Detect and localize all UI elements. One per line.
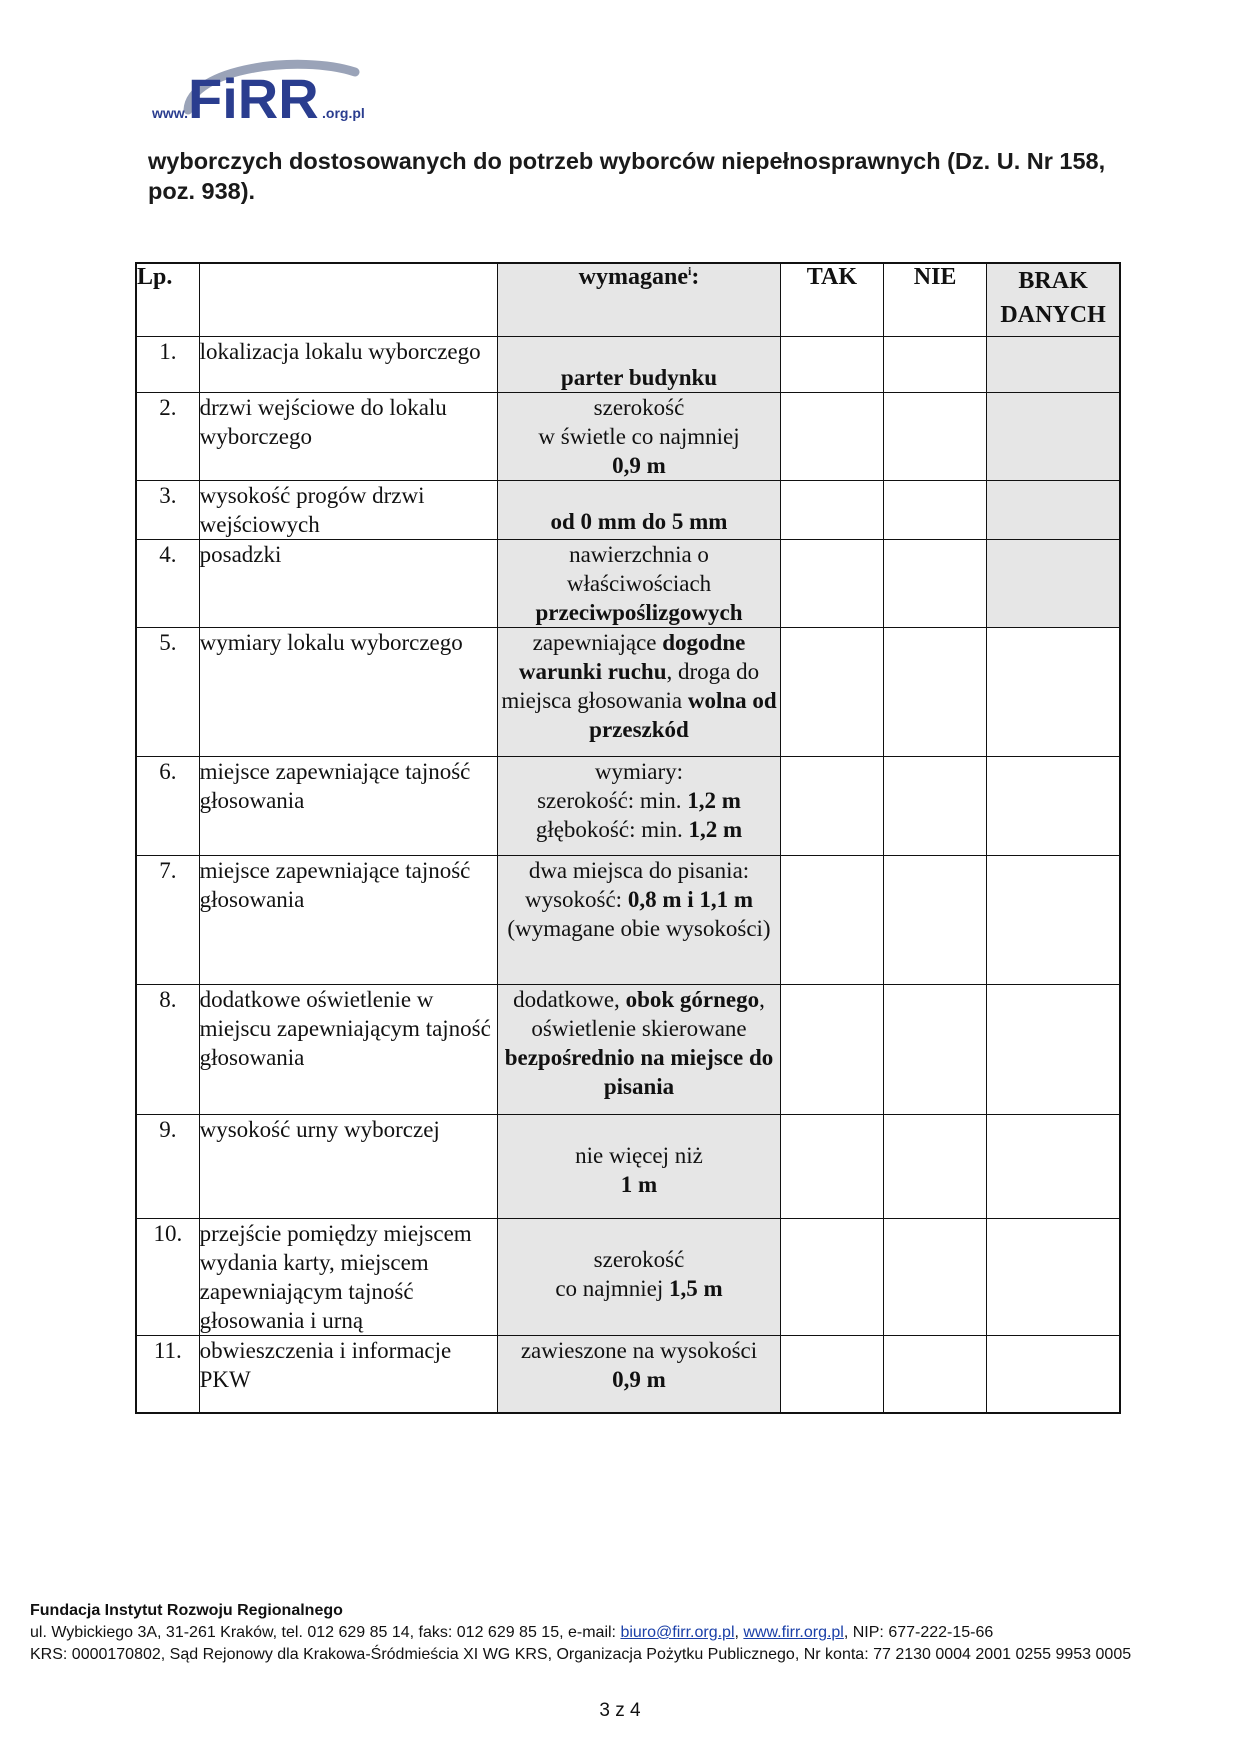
- row-description: obwieszczenia i informacje PKW: [199, 1335, 498, 1413]
- requirement-text: wymiary:: [594, 758, 684, 784]
- footer: [30, 1600, 1230, 1666]
- row-requirement: [498, 336, 781, 392]
- requirement-text: nawierzchnia o: [569, 541, 709, 567]
- row-requirement: [498, 627, 781, 756]
- row-number: 1.: [136, 336, 199, 392]
- page-number: 3 z 4: [599, 1700, 641, 1721]
- answer-brak-danych-cell[interactable]: [987, 480, 1120, 539]
- logo-name: FiRR: [188, 67, 319, 130]
- row-requirement: [498, 480, 781, 539]
- header-brak-danych: [987, 263, 1120, 336]
- answer-nie-cell[interactable]: [883, 756, 986, 855]
- row-description: przejście pomiędzy miejscem wydania karty, miejscem zapewniającym tajność głosowania i urną: [199, 1218, 498, 1335]
- row-requirement: [498, 1335, 781, 1413]
- row-requirement: [498, 1114, 781, 1218]
- table-row: [136, 539, 1120, 627]
- logo-www: www.: [152, 105, 189, 121]
- header-brak-line2: DANYCH: [1000, 302, 1106, 328]
- answer-nie-cell[interactable]: [883, 1114, 986, 1218]
- requirement-text: szerokość: [593, 1246, 685, 1272]
- requirement-text: zawieszone na wysokości: [520, 1337, 758, 1363]
- answer-nie-cell[interactable]: [883, 480, 986, 539]
- row-description: wysokość progów drzwi wejściowych: [199, 480, 498, 539]
- requirement-value-bold: bezpośrednio na miejsce do pisania: [504, 1044, 774, 1099]
- row-requirement: [498, 984, 781, 1114]
- answer-brak-danych-cell[interactable]: [987, 756, 1120, 855]
- answer-nie-cell[interactable]: [883, 1335, 986, 1413]
- answer-tak-cell[interactable]: [780, 336, 883, 392]
- answer-brak-danych-cell[interactable]: [987, 336, 1120, 392]
- answer-tak-cell[interactable]: [780, 627, 883, 756]
- answer-tak-cell[interactable]: [780, 1114, 883, 1218]
- requirement-value-bold: 1,2 m: [688, 816, 743, 842]
- footer-address-line: [30, 1622, 1230, 1644]
- footer-separator: ,: [734, 1624, 744, 1641]
- row-description: posadzki: [199, 539, 498, 627]
- answer-nie-cell[interactable]: [883, 392, 986, 480]
- table-row: [136, 392, 1120, 480]
- answer-tak-cell[interactable]: [780, 756, 883, 855]
- row-number: 5.: [136, 627, 199, 756]
- row-requirement: [498, 1218, 781, 1335]
- requirement-value-bold: 1,5 m: [669, 1275, 723, 1301]
- header-required-colon: :: [691, 264, 700, 290]
- footer-email-link[interactable]: biuro@firr.org.pl: [620, 1624, 735, 1641]
- table-row: [136, 756, 1120, 855]
- answer-brak-danych-cell[interactable]: [987, 855, 1120, 984]
- requirement-text: , droga do miejsca głosowania: [501, 658, 760, 713]
- answer-brak-danych-cell[interactable]: [987, 627, 1120, 756]
- requirement-value-bold: wolna od przeszkód: [589, 687, 777, 742]
- answer-nie-cell[interactable]: [883, 336, 986, 392]
- row-number: 6.: [136, 756, 199, 855]
- table-row: [136, 1335, 1120, 1413]
- row-description: miejsce zapewniające tajność głosowania: [199, 855, 498, 984]
- footer-nip: , NIP: 677-222-15-66: [843, 1624, 994, 1641]
- requirement-text: zapewniające: [532, 629, 663, 655]
- header-required-label: wymagane: [578, 264, 688, 290]
- requirement-value-bold: 0,9 m: [612, 1366, 666, 1392]
- header-desc: [199, 263, 498, 336]
- requirement-text: , oświetlenie skierowane: [531, 986, 765, 1041]
- answer-nie-cell[interactable]: [883, 539, 986, 627]
- requirement-text: głębokość: min.: [535, 816, 689, 842]
- requirement-text: (wymagane obie wysokości): [507, 915, 771, 941]
- row-description: wymiary lokalu wyborczego: [199, 627, 498, 756]
- answer-nie-cell[interactable]: [883, 984, 986, 1114]
- row-number: 3.: [136, 480, 199, 539]
- row-number: 11.: [136, 1335, 199, 1413]
- row-number: 2.: [136, 392, 199, 480]
- header-required: [498, 263, 781, 336]
- row-number: 8.: [136, 984, 199, 1114]
- table-row: [136, 1114, 1120, 1218]
- requirement-text: właściwościach: [566, 570, 712, 596]
- requirement-text: co najmniej: [555, 1275, 669, 1301]
- answer-tak-cell[interactable]: [780, 392, 883, 480]
- requirement-text: szerokość: min.: [537, 787, 688, 813]
- requirement-value-bold: 0,8 m i 1,1 m: [627, 886, 754, 912]
- row-description: drzwi wejściowe do lokalu wyborczego: [199, 392, 498, 480]
- answer-tak-cell[interactable]: [780, 1218, 883, 1335]
- answer-brak-danych-cell[interactable]: [987, 1218, 1120, 1335]
- requirement-text: wysokość:: [524, 886, 628, 912]
- row-number: 9.: [136, 1114, 199, 1218]
- header-required-footnote: i: [687, 264, 692, 278]
- table-row: [136, 855, 1120, 984]
- requirement-value-bold: od 0 mm do 5 mm: [550, 508, 728, 534]
- requirement-value-bold: 1 m: [620, 1171, 658, 1197]
- header-tak: TAK: [780, 263, 883, 336]
- table-row: [136, 480, 1120, 539]
- footer-address: ul. Wybickiego 3A, 31-261 Kraków, tel. 012 629 85 14, faks: 012 629 85 15, e-mail:: [30, 1624, 621, 1641]
- requirement-value-bold: dogodne warunki ruchu: [518, 629, 746, 684]
- requirement-value-bold: 1,2 m: [687, 787, 741, 813]
- table-row: [136, 1218, 1120, 1335]
- answer-brak-danych-cell[interactable]: [987, 539, 1120, 627]
- row-requirement: [498, 855, 781, 984]
- intro-text: wyborczych dostosowanych do potrzeb wyborców niepełnosprawnych (Dz. U. Nr 158, poz. 938).: [148, 148, 1106, 204]
- answer-tak-cell[interactable]: [780, 480, 883, 539]
- requirements-table: [135, 262, 1121, 1414]
- requirement-value-bold: 0,9 m: [612, 452, 666, 478]
- row-description: miejsce zapewniające tajność głosowania: [199, 756, 498, 855]
- requirement-value-bold: parter budynku: [560, 364, 718, 390]
- row-requirement: [498, 539, 781, 627]
- requirement-value-bold: obok górnego: [625, 986, 760, 1012]
- answer-nie-cell[interactable]: [883, 855, 986, 984]
- table-body: [136, 336, 1120, 1413]
- header-brak-line1: BRAK: [1018, 268, 1088, 294]
- footer-website-link[interactable]: www.firr.org.pl: [743, 1624, 844, 1641]
- table-row: [136, 984, 1120, 1114]
- requirement-text: dwa miejsca do pisania:: [528, 857, 750, 883]
- footer-org-name: Fundacja Instytut Rozwoju Regionalnego: [30, 1602, 343, 1619]
- answer-nie-cell[interactable]: [883, 627, 986, 756]
- row-number: 10.: [136, 1218, 199, 1335]
- requirement-text: szerokość: [593, 394, 685, 420]
- answer-brak-danych-cell[interactable]: [987, 1335, 1120, 1413]
- row-description: wysokość urny wyborczej: [199, 1114, 498, 1218]
- row-description: lokalizacja lokalu wyborczego: [199, 336, 498, 392]
- logo-domain: .org.pl: [322, 105, 365, 121]
- requirement-text: nie więcej niż: [575, 1142, 703, 1168]
- header-nie: NIE: [883, 263, 986, 336]
- row-number: 4.: [136, 539, 199, 627]
- row-number: 7.: [136, 855, 199, 984]
- answer-brak-danych-cell[interactable]: [987, 984, 1120, 1114]
- row-requirement: [498, 756, 781, 855]
- requirement-text: dodatkowe,: [513, 986, 626, 1012]
- answer-tak-cell[interactable]: [780, 539, 883, 627]
- answer-brak-danych-cell[interactable]: [987, 1114, 1120, 1218]
- answer-nie-cell[interactable]: [883, 1218, 986, 1335]
- answer-tak-cell[interactable]: [780, 1335, 883, 1413]
- row-description: dodatkowe oświetlenie w miejscu zapewniającym tajność głosowania: [199, 984, 498, 1114]
- table-row: [136, 627, 1120, 756]
- row-requirement: [498, 392, 781, 480]
- table-row: [136, 336, 1120, 392]
- requirement-text: w świetle co najmniej: [538, 423, 740, 449]
- footer-krs-line: KRS: 0000170802, Sąd Rejonowy dla Krakowa-Śródmieścia XI WG KRS, Organizacja Pożytku Publicznego, Nr konta: 77 2130 0004 2001 0255 9953 0005: [30, 1646, 1132, 1663]
- answer-brak-danych-cell[interactable]: [987, 392, 1120, 480]
- answer-tak-cell[interactable]: [780, 855, 883, 984]
- answer-tak-cell[interactable]: [780, 984, 883, 1114]
- firr-logo: [150, 50, 380, 132]
- header-lp: Lp.: [136, 263, 199, 336]
- requirement-value-bold: przeciwpoślizgowych: [535, 599, 743, 625]
